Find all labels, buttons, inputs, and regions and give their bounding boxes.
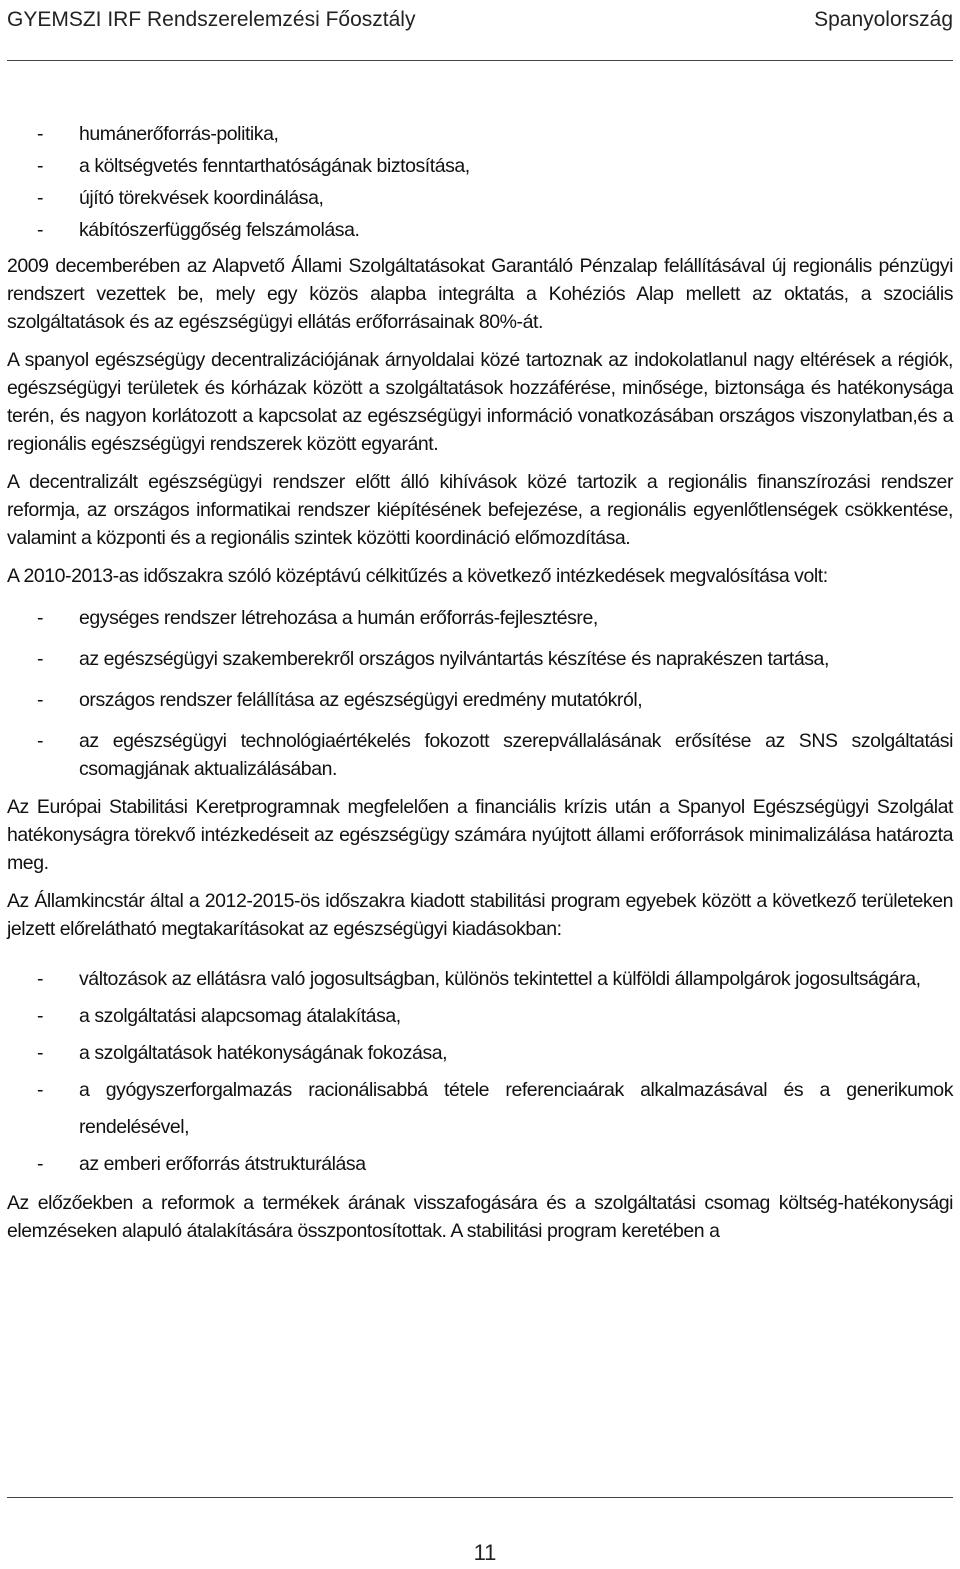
- paragraph-stability-framework: Az Európai Stabilitási Keretprogramnak megfelelően a financiális krízis után a Spanyol Egészségügyi Szolgálat hatékonyságra törekvő intézkedéseit az egészségügy számára nyújtott állami erőforrások minimalizálása határozta meg.: [7, 796, 953, 874]
- bullet-list-measures: [7, 604, 953, 783]
- paragraph-decentralization-drawbacks: A spanyol egészségügy decentralizációjának árnyoldalai közé tartoznak az indokolatlanul nagy eltérések a régiók, egészségügyi területek és kórházak között a szolgáltatások hozzáférése, minősége, biztonsága és hatékonysága terén, és nagyon korlátozott a kapcsolat az egészségügyi információ vonatkozásában országos viszonylatban,és a regionális egészségügyi rendszerek között egyaránt.: [7, 349, 953, 455]
- bullet-list-policies: [7, 118, 953, 246]
- paragraph-treasury-program: Az Államkincstár által a 2012-2015-ös időszakra kiadott stabilitási program egyebek között a következő területeken jelzett előrelátható megtakarításokat az egészségügyi kiadásokban:: [7, 890, 953, 940]
- list-item: - a szolgáltatások hatékonyságának fokozása,: [37, 1042, 448, 1064]
- list-item: - egységes rendszer létrehozása a humán erőforrás-fejlesztésre,: [37, 607, 598, 629]
- header-divider: [7, 60, 953, 61]
- list-item: - az emberi erőforrás átstrukturálása: [37, 1153, 366, 1175]
- bullet-list-savings: [7, 961, 953, 1183]
- paragraph-2010-2013-goals: A 2010-2013-as időszakra szóló középtávú célkitűzés a következő intézkedések megvalósítása volt:: [7, 565, 828, 587]
- list-item: - az egészségügyi technológiaértékelés fokozott szerepvállalásának erősítése az SNS szolgáltatási csomagjának aktualizálásában.: [37, 730, 953, 780]
- header-right-title: Spanyolország: [814, 8, 953, 31]
- list-item: - országos rendszer felállítása az egészségügyi eredmény mutatókról,: [37, 689, 643, 711]
- paragraph-2009-fund: 2009 decemberében az Alapvető Állami Szolgáltatásokat Garantáló Pénzalap felállításával új regionális pénzügyi rendszert vezettek be, mely egy közös alapba integrálta a Kohéziós Alap mellett az oktatás, a szociális szolgáltatások és az egészségügyi ellátás erőforrásainak 80%-át.: [7, 255, 953, 333]
- list-item: - újító törekvések koordinálása,: [37, 187, 324, 209]
- document-body: [7, 118, 953, 1245]
- list-item: - humánerőforrás-politika,: [37, 123, 279, 145]
- page-header: [7, 0, 953, 40]
- footer-divider: [7, 1497, 953, 1498]
- list-item: - a gyógyszerforgalmazás racionálisabbá tétele referenciaárak alkalmazásával és a generikumok rendelésével,: [37, 1079, 953, 1138]
- list-item: - a szolgáltatási alapcsomag átalakítása,: [37, 1005, 401, 1027]
- list-item: - változások az ellátásra való jogosultságban, különös tekintettel a külföldi állampolgárok jogosultságára,: [37, 968, 921, 990]
- list-item: - az egészségügyi szakemberekről országos nyilvántartás készítése és naprakészen tartása,: [37, 648, 829, 670]
- header-left-title: GYEMSZI IRF Rendszerelemzési Főosztály: [7, 8, 416, 31]
- paragraph-reforms-summary: Az előzőekben a reformok a termékek árának visszafogására és a szolgáltatási csomag költség-hatékonysági elemzéseken alapuló átalakítására összpontosítottak. A stabilitási program keretében a: [7, 1192, 953, 1242]
- page-number: 11: [473, 1540, 497, 1565]
- list-item: - a költségvetés fenntarthatóságának biztosítása,: [37, 155, 470, 177]
- paragraph-challenges: A decentralizált egészségügyi rendszer előtt álló kihívások közé tartozik a regionális finanszírozási rendszer reformja, az országos informatikai rendszer kiépítésének befejezése, a regionális egyenlőtlenségek csökkentése, valamint a központi és a regionális szintek közötti koordináció előmozdítása.: [7, 471, 953, 549]
- list-item: - kábítószerfüggőség felszámolása.: [37, 219, 360, 241]
